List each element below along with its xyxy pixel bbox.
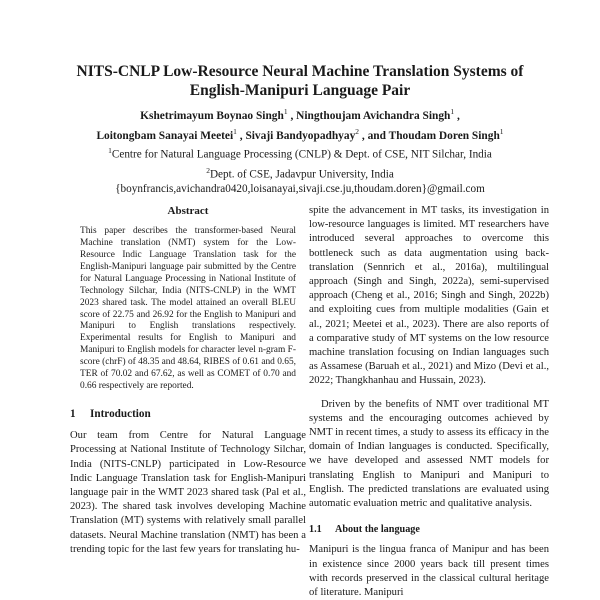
affiliation-text: Centre for Natural Language Processing (CNLP) & Dept. of CSE, NIT Silchar, India [111,148,492,161]
author-affiliation-mark: 1 [450,107,455,116]
author-list [40,104,560,144]
author-affiliation-mark: 1 [233,126,237,136]
left-column [70,204,306,557]
title-line-1: NITS-CNLP Low-Resource Neural Machine Translation Systems of [76,63,524,80]
author-separator: , [287,109,297,122]
author-separator: , [454,109,460,122]
abstract-text: This paper describes the transformer-based Neural Machine translation (NMT) system for the Low-Resource Indic Language Translation task for the English-Manipuri language pair submitted by the Centre for Natural Language Processing in National Institute of Technology Silchar, India (NITS-CNLP) in the WMT 2023 shared task. The model attained an overall BLEU score of 22.75 and 26.92 for the English to Manipuri and Manipuri to English translations respectively. Experimental results for English to Manipuri and Manipuri to English models for character level n-gram F-score (chrF) of 48.35 and 48.64, RIBES of 0.61 and 0.65, TER of 70.02 and 67.62, as well as COMET of 0.70 and 0.66 respectively are reported. [80,226,296,391]
author-name: Kshetrimayum Boynao Singh [140,109,284,122]
author-line-2 [40,124,560,144]
abstract-heading: Abstract [167,205,209,217]
section-number: 1 [70,407,76,420]
author-name: Ningthoujam Avichandra Singh [296,109,451,122]
body-paragraph: Manipuri is the lingua franca of Manipur and has been in existence since 2000 years back till present times with records preserved in the classical cultural heritage of literature. Manipuri [309,544,549,599]
affiliation-mark: 1 [108,146,112,155]
author-separator: , [236,129,246,142]
section-heading-introduction [70,407,306,421]
subsection-heading-about-language [309,523,549,537]
subsection-title: About the language [335,524,420,536]
affiliation-mark: 2 [206,165,210,175]
affiliation-text: Dept. of CSE, Jadavpur University, India [209,168,394,181]
author-separator: , and [359,129,389,142]
author-line-1 [40,104,560,124]
subsection-number: 1.1 [309,524,322,536]
right-column [309,204,549,600]
paper-title [40,62,560,100]
affiliation-1 [40,143,560,163]
author-name: Sivaji Bandyopadhyay [245,129,356,142]
body-paragraph: spite the advancement in MT tasks, its investigation in low-resource languages is limited. MT researchers have introduced several approaches to overcome this bottleneck such as data augmentation using back-translation (Sennrich et al., 2016a), multilingual approach (Singh and Singh, 2022a), semi-supervised approach (Cheng et al., 2016; Singh and Singh, 2022b) and exploiting cues from multiple modalities (Gain et al., 2021; Meetei et al., 2023). There are also reports of a comparative study of MT systems on the low resource machine translation focusing on Indian languages such as Assamese (Baruah et al., 2021) and Mizo (Devi et al., 2022; Thangkhanhau and Hussain, 2023). [309,205,549,387]
author-affiliation-mark: 1 [283,107,288,116]
introduction-paragraph: Our team from Centre for Natural Language Processing at National Institute of Technology Silchar, India (NITS-CNLP) participated in Low-Resource Indic Language Translation task for English-Manipuri language pair in the WMT 2023 shared task (Pal et al., 2023). The shared task involves developing Machine Translation (MT) systems with relatively small parallel datasets. Neural Machine translation (NMT) has been a trending topic for the last few years for translating hu- [70,430,306,555]
author-affiliation-mark: 2 [355,126,360,136]
affiliations [40,143,560,197]
author-emails: {boynfrancis,avichandra0420,loisanayai,sivaji.cse.ju,thoudam.doren}@gmail.com [115,183,485,196]
affiliation-2 [40,163,560,183]
body-paragraph: Driven by the benefits of NMT over traditional MT systems and the encouraging outcomes achieved by NMT in recent times, a study to assess its efficacy in the domain of Indian languages is conducted. Specifically, we have developed and assessed NMT models for translating English to Manipuri and Manipuri to English. The predicted translations are evaluated using automatic evaluation metric and qualitative analysis. [309,398,549,510]
author-affiliation-mark: 1 [499,126,504,136]
title-line-2: English-Manipuri Language Pair [189,82,411,99]
author-name: Thoudam Doren Singh [388,129,500,142]
author-name: Loitongbam Sanayai Meetei [96,129,234,142]
section-title: Introduction [90,407,151,420]
